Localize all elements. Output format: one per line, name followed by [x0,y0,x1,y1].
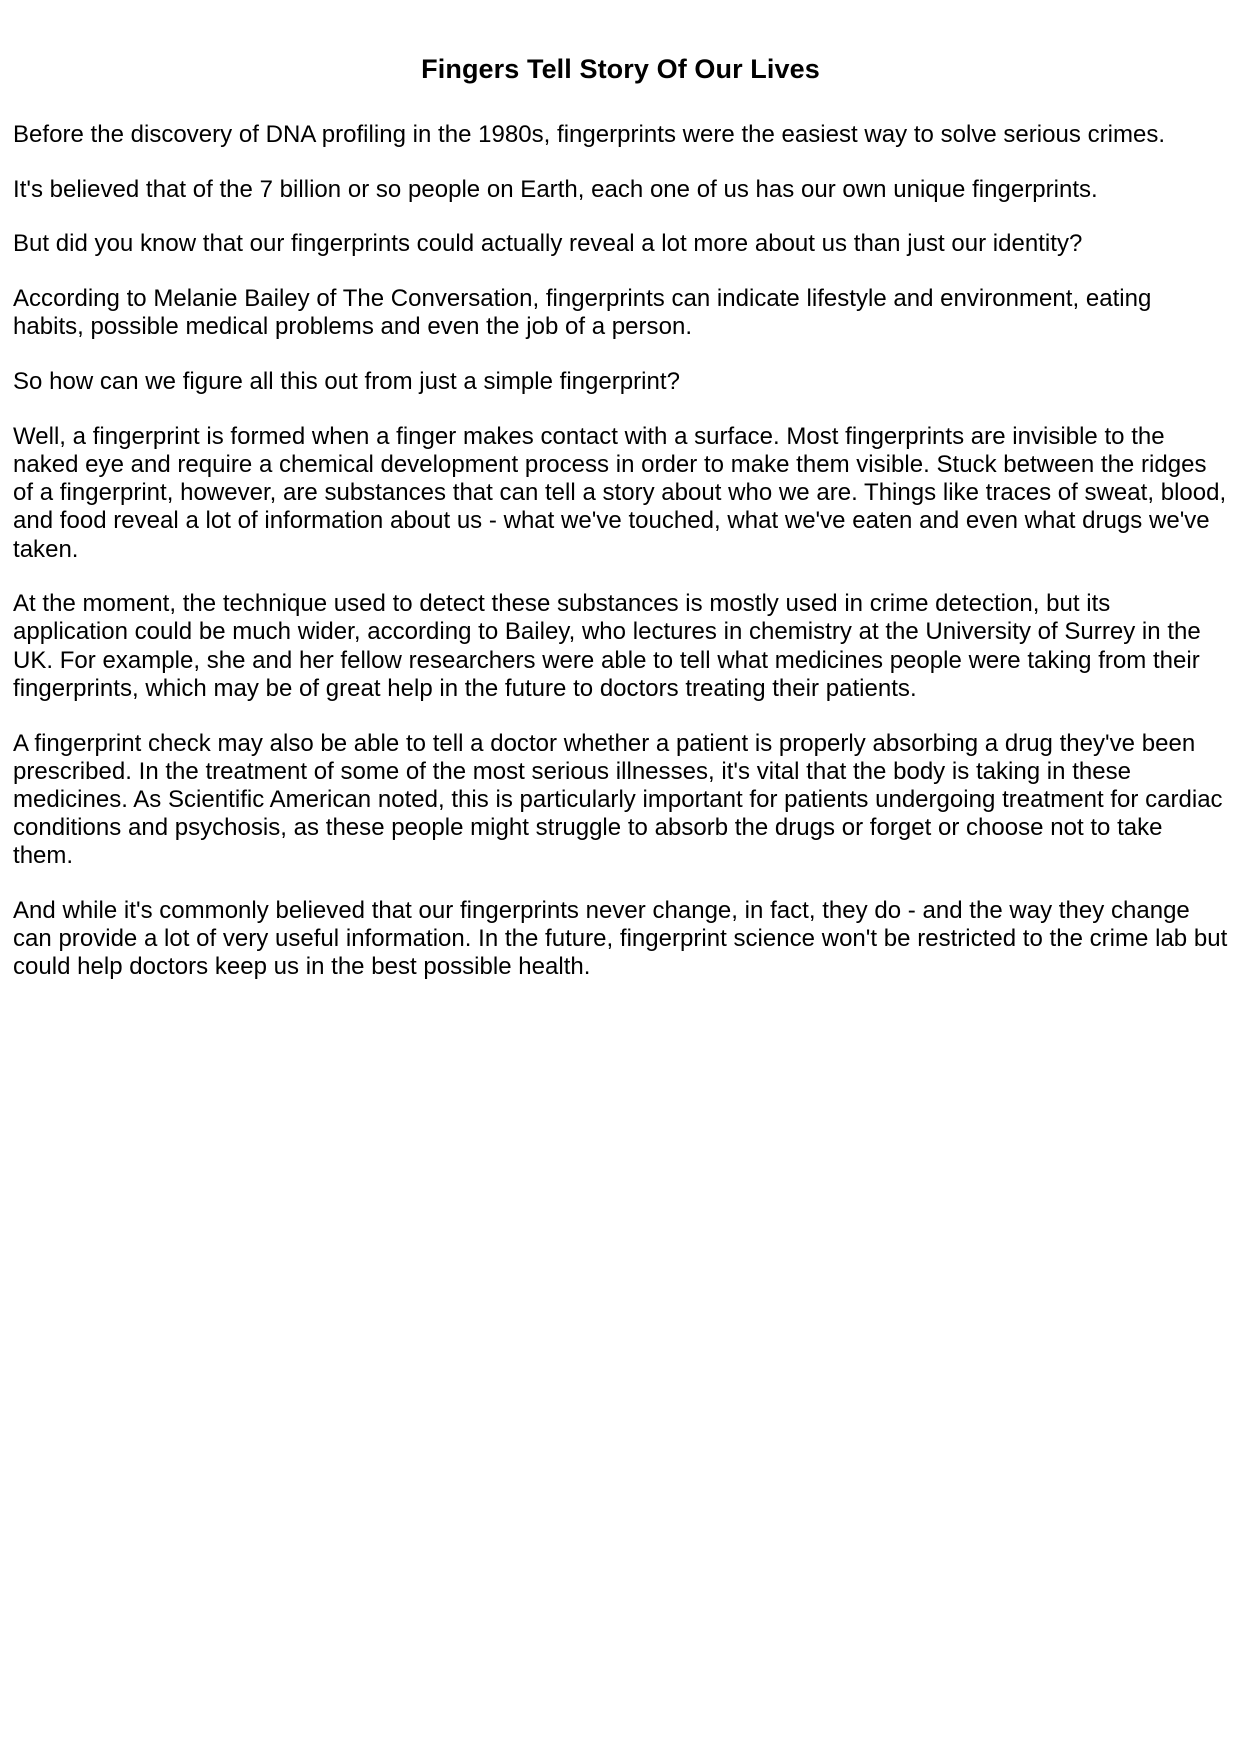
paragraph-unique-fingerprints: It's believed that of the 7 billion or so people on Earth, each one of us has our own unique fingerprints. [13,175,1098,203]
article-body [13,121,1228,982]
paragraph-reveal-more: But did you know that our fingerprints could actually reveal a lot more about us than just our identity? [13,230,1083,258]
paragraph-fingerprint-check: A fingerprint check may also be able to tell a doctor whether a patient is properly absorbing a drug they've been prescribed. In the treatment of some of the most serious illnesses, it's vital that the body is taking in these medicines. As Scientific American noted, this is particularly important for patients undergoing treatment for cardiac conditions and psychosis, as these people might struggle to absorb the drugs or forget or choose not to take them. [13,729,1223,870]
article-title: Fingers Tell Story Of Our Lives [421,54,820,84]
paragraph-fingerprint-formed: Well, a fingerprint is formed when a finger makes contact with a surface. Most fingerprints are invisible to the naked eye and require a chemical development process in order to make them visible. Stuck between the ridges of a fingerprint, however, are substances that can tell a story about who we are. Things like traces of sweat, blood, and food reveal a lot of information about us - what we've touched, what we've eaten and even what drugs we've taken. [13,422,1227,563]
paragraph-melanie-bailey: According to Melanie Bailey of The Conversation, fingerprints can indicate lifestyle and environment, eating habits, possible medical problems and even the job of a person. [13,285,1152,341]
paragraph-crime-detection: At the moment, the technique used to detect these substances is mostly used in crime detection, but its application could be much wider, according to Bailey, who lectures in chemistry at the University of Surrey in the UK. For example, she and her fellow researchers were able to tell what medicines people were taking from their fingerprints, which may be of great help in the future to doctors treating their patients. [13,590,1201,702]
paragraph-fingerprints-change: And while it's commonly believed that our fingerprints never change, in fact, they do - and the way they change can provide a lot of very useful information. In the future, fingerprint science won't be restricted to the crime lab but could help doctors keep us in the best possible health. [13,897,1228,981]
paragraph-how-figure-out: So how can we figure all this out from just a simple fingerprint? [13,368,680,396]
paragraph-dna-profiling: Before the discovery of DNA profiling in the 1980s, fingerprints were the easiest way to solve serious crimes. [13,121,1166,148]
